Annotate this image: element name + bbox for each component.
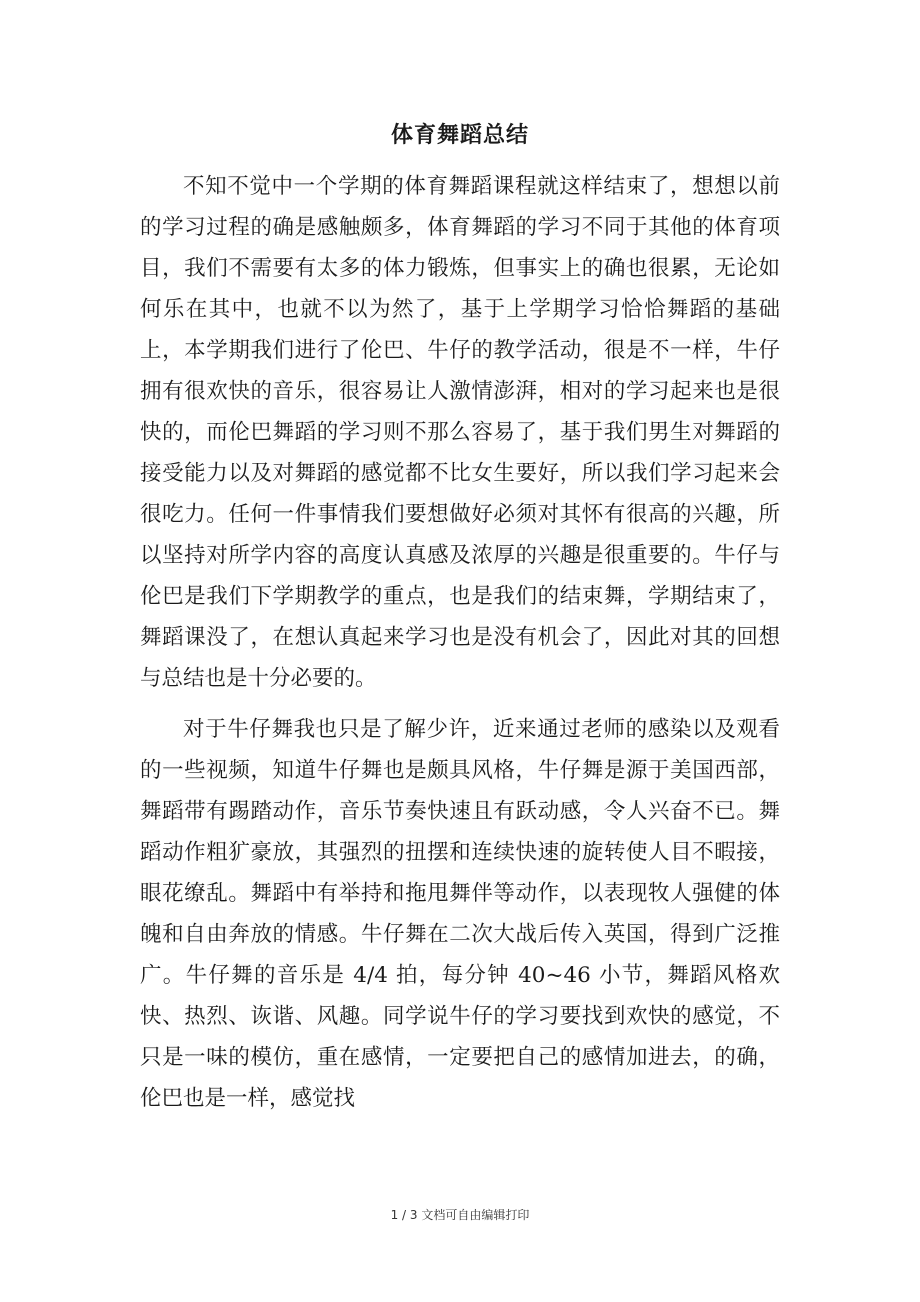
paragraph-1: 不知不觉中一个学期的体育舞蹈课程就这样结束了，想想以前的学习过程的确是感触颇多，体育舞蹈的学习不同于其他的体育项目，我们不需要有太多的体力锻炼，但事实上的确也很累，无论如何乐在其中，也就不以为然了，基于上学期学习恰恰舞蹈的基础上，本学期我们进行了伦巴、牛仔的教学活动，很是不一样，牛仔拥有很欢快的音乐，很容易让人激情澎湃，相对的学习起来也是很快的，而伦巴舞蹈的学习则不那么容易了，基于我们男生对舞蹈的接受能力以及对舞蹈的感觉都不比女生要好，所以我们学习起来会很吃力。任何一件事情我们要想做好必须对其怀有很高的兴趣，所以坚持对所学内容的高度认真感及浓厚的兴趣是很重要的。牛仔与伦巴是我们下学期教学的重点，也是我们的结束舞，学期结束了，舞蹈课没了，在想认真起来学习也是没有机会了，因此对其的回想与总结也是十分必要的。 bbox=[140, 174, 780, 691]
paragraph-2: 对于牛仔舞我也只是了解少许，近来通过老师的感染以及观看的一些视频，知道牛仔舞也是颇具风格，牛仔舞是源于美国西部，舞蹈带有踢踏动作，音乐节奏快速且有跃动感，令人兴奋不已。舞蹈动作粗犷豪放，其强烈的扭摆和连续快速的旋转使人目不暇接，眼花缭乱。舞蹈中有举持和拖甩舞伴等动作，以表现牧人强健的体魄和自由奔放的情感。牛仔舞在二次大战后传入英国，得到广泛推广。牛仔舞的音乐是 4/4 拍，每分钟 40~46 小节，舞蹈风格欢快、热烈、诙谐、风趣。同学说牛仔的学习要找到欢快的感觉，不只是一味的模仿，重在感情，一定要把自己的感情加进去，的确，伦巴也是一样，感觉找 bbox=[140, 717, 780, 1111]
document-body bbox=[140, 166, 780, 1119]
document-title: 体育舞蹈总结 bbox=[390, 123, 529, 148]
page-footer: 1 / 3 文档可自由编辑打印 bbox=[390, 1208, 530, 1222]
